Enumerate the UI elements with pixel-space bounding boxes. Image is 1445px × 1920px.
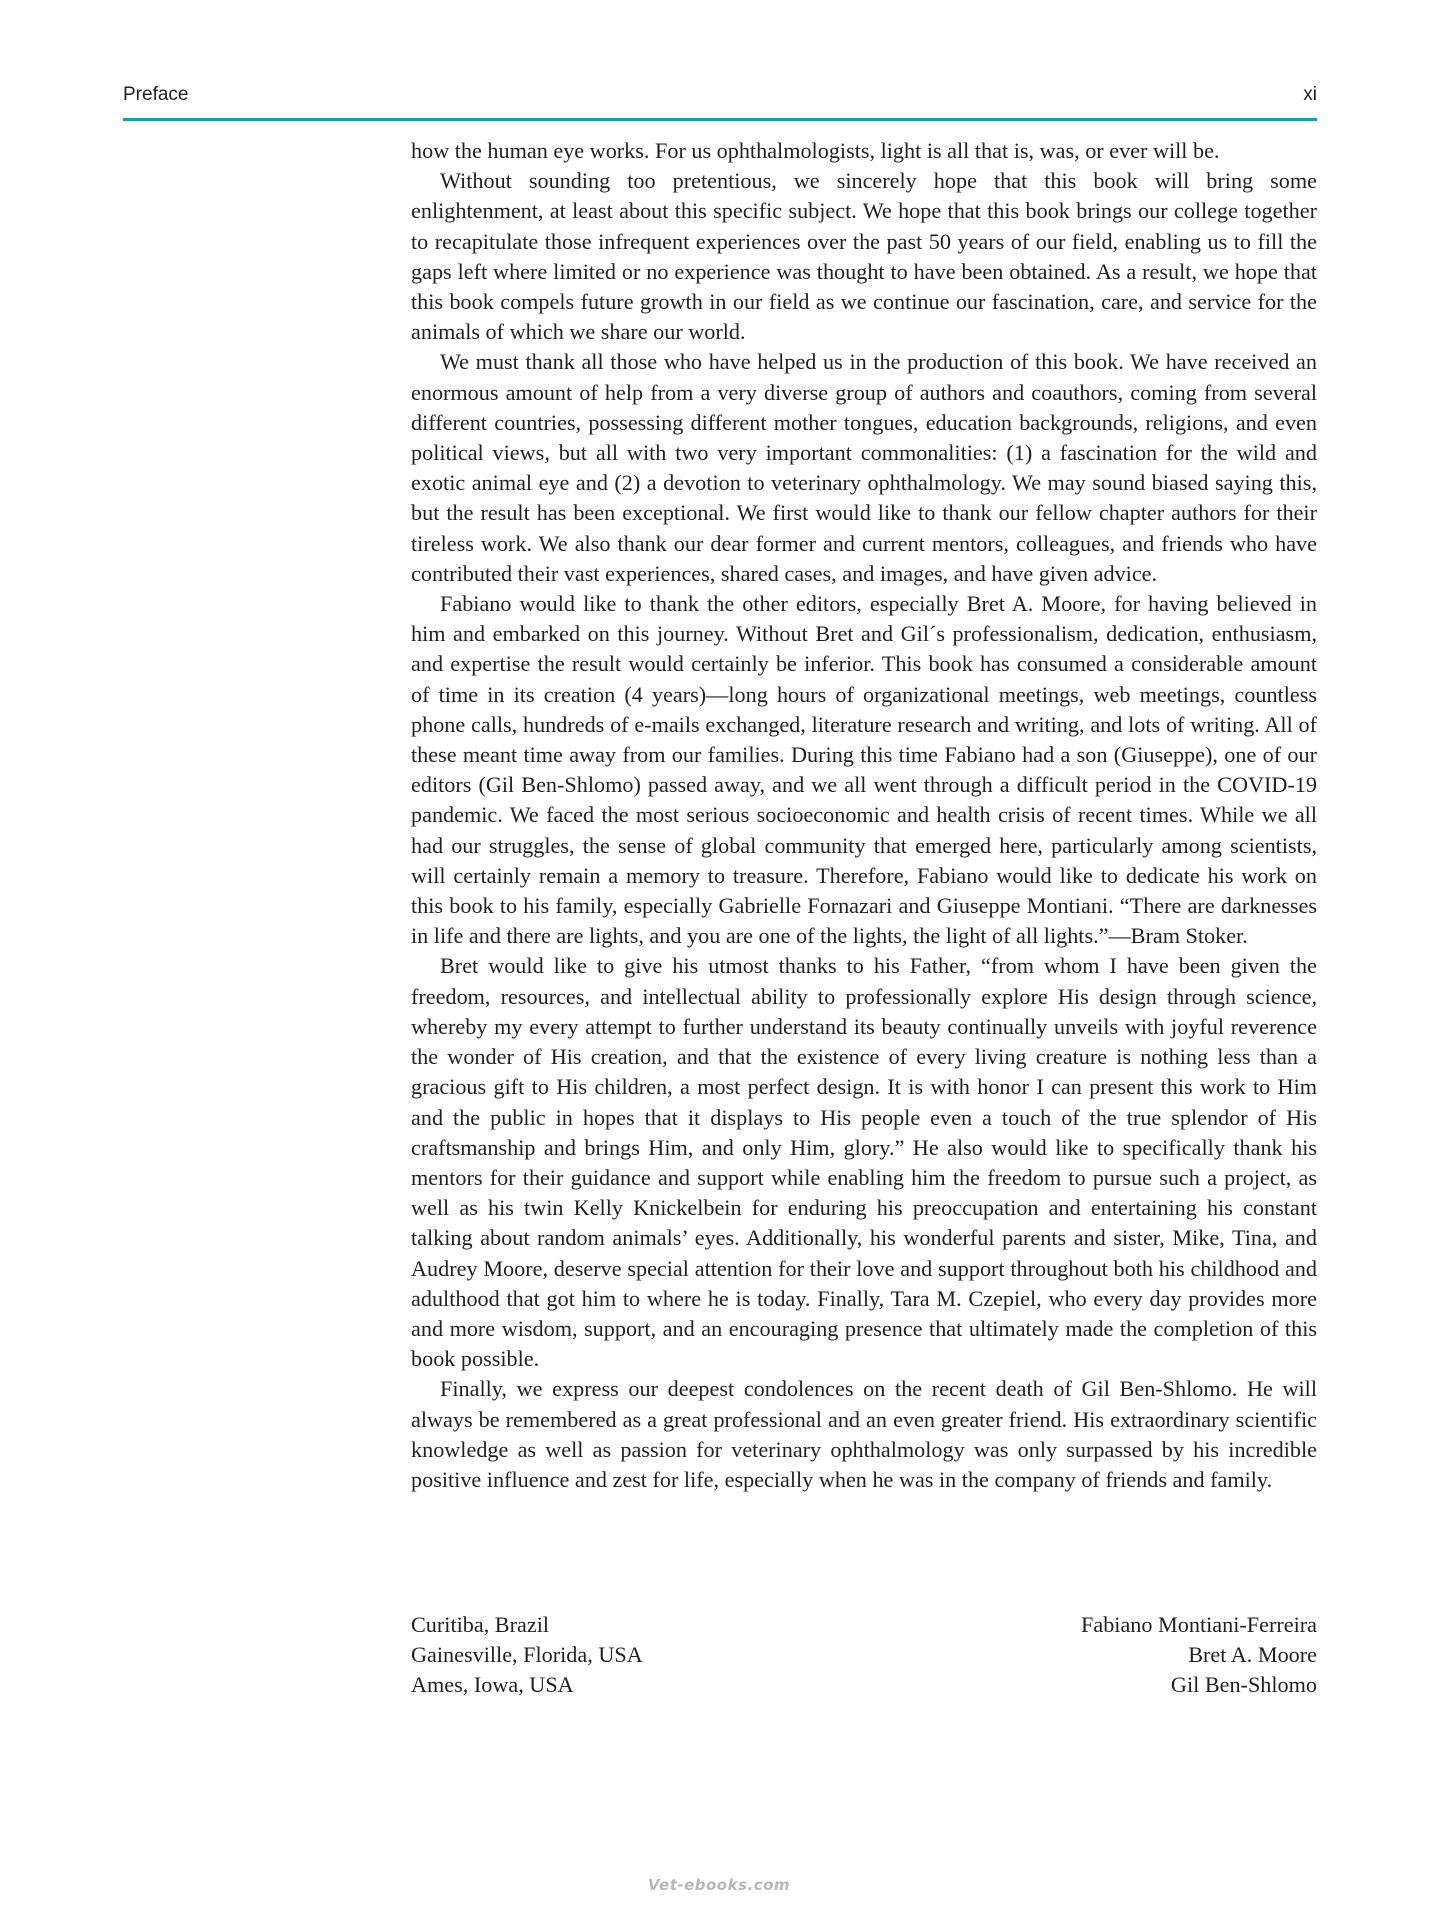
signature-name: Gil Ben-Shlomo: [1170, 1672, 1317, 1698]
signature-place: Gainesville, Florida, USA: [411, 1642, 643, 1668]
paragraph-enlightenment: Without sounding too pretentious, we sincerely hope that this book will bring some enlightenment, at least about this specific subject. We hope that this book brings our college together to recapitulate those infrequent experiences over the past 50 years of our field, enabling us to fill the gaps left where limited or no experience was thought to have been obtained. As a result, we hope that this book compels future growth in our field as we continue our fascination, care, and service for the animals of which we share our world.: [411, 168, 1317, 345]
page-number: xi: [1303, 84, 1317, 105]
paragraph-continuation: how the human eye works. For us ophthalmologists, light is all that is, was, or ever will be.: [411, 138, 1220, 163]
watermark-logo: [648, 1876, 798, 1904]
signature-place: Ames, Iowa, USA: [411, 1672, 574, 1698]
running-header: [123, 84, 1317, 121]
paragraph-fabiano-thanks: Fabiano would like to thank the other editors, especially Bret A. Moore, for having believed in him and embarked on this journey. Without Bret and Gil´s professionalism, dedication, enthusiasm, and expertise the result would certainly be inferior. This book has consumed a considerable amount of time in its creation (4 years)—long hours of organizational meetings, web meetings, countless phone calls, hundreds of e-mails exchanged, literature research and writing, and lots of writing. All of these meant time away from our families. During this time Fabiano had a son (Giuseppe), one of our editors (Gil Ben-Shlomo) passed away, and we all went through a difficult period in the COVID-19 pandemic. We faced the most serious socioeconomic and health crisis of recent times. While we all had our struggles, the sense of global community that emerged here, particularly among scientists, will certainly remain a memory to treasure. Therefore, Fabiano would like to dedicate his work on this book to his family, especially Gabrielle Fornazari and Giuseppe Montiani. “There are darknesses in life and there are lights, and you are one of the lights, the light of all lights.”—Bram Stoker.: [411, 591, 1317, 949]
paragraph-condolences: Finally, we express our deepest condolences on the recent death of Gil Ben-Shlomo. He will always be remembered as a great professional and an even greater friend. His extraordinary scientific knowledge as well as passion for veterinary ophthalmology was only surpassed by his incredible positive influence and zest for life, especially when he was in the company of friends and family.: [411, 1376, 1317, 1492]
preface-body: [411, 136, 1317, 1495]
signature-row: [411, 1640, 1317, 1670]
paragraph-acknowledgments: We must thank all those who have helped us in the production of this book. We have received an enormous amount of help from a very diverse group of authors and coauthors, coming from several different countries, possessing different mother tongues, education backgrounds, religions, and even political views, but all with two very important commonalities: (1) a fascination for the wild and exotic animal eye and (2) a devotion to veterinary ophthalmology. We may sound biased saying this, but the result has been exceptional. We first would like to thank our fellow chapter authors for their tireless work. We also thank our dear former and current mentors, colleagues, and friends who have contributed their vast experiences, shared cases, and images, and have given advice.: [411, 349, 1317, 586]
signature-name: Fabiano Montiani-Ferreira: [1081, 1612, 1317, 1637]
running-title: Preface: [123, 84, 189, 105]
signature-name: Bret A. Moore: [1188, 1642, 1317, 1668]
signature-row: [411, 1610, 1317, 1640]
signature-row: [411, 1670, 1317, 1700]
signature-place: Curitiba, Brazil: [411, 1612, 550, 1637]
watermark-text: Vet-ebooks.com: [648, 1876, 791, 1894]
signature-block: [411, 1610, 1317, 1701]
paragraph-bret-thanks: Bret would like to give his utmost thanks to his Father, “from whom I have been given the freedom, resources, and intellectual ability to professionally explore His design through science, whereby my every attempt to further understand its beauty continually unveils with joyful reverence the wonder of His creation, and that the existence of every living creature is nothing less than a gracious gift to His children, a most perfect design. It is with honor I can present this work to Him and the public in hopes that it displays to His people even a touch of the true splendor of His craftsmanship and brings Him, and only Him, glory.” He also would like to specifically thank his mentors for their guidance and support while enabling him the freedom to pursue such a project, as well as his twin Kelly Knickelbein for enduring his preoccupation and entertaining his constant talking about random animals’ eyes. Additionally, his wonderful parents and sister, Mike, Tina, and Audrey Moore, deserve special attention for their love and support throughout both his childhood and adulthood that got him to where he is today. Finally, Tara M. Czepiel, who every day provides more and more wisdom, support, and an encouraging presence that ultimately made the completion of this book possible.: [411, 953, 1317, 1372]
